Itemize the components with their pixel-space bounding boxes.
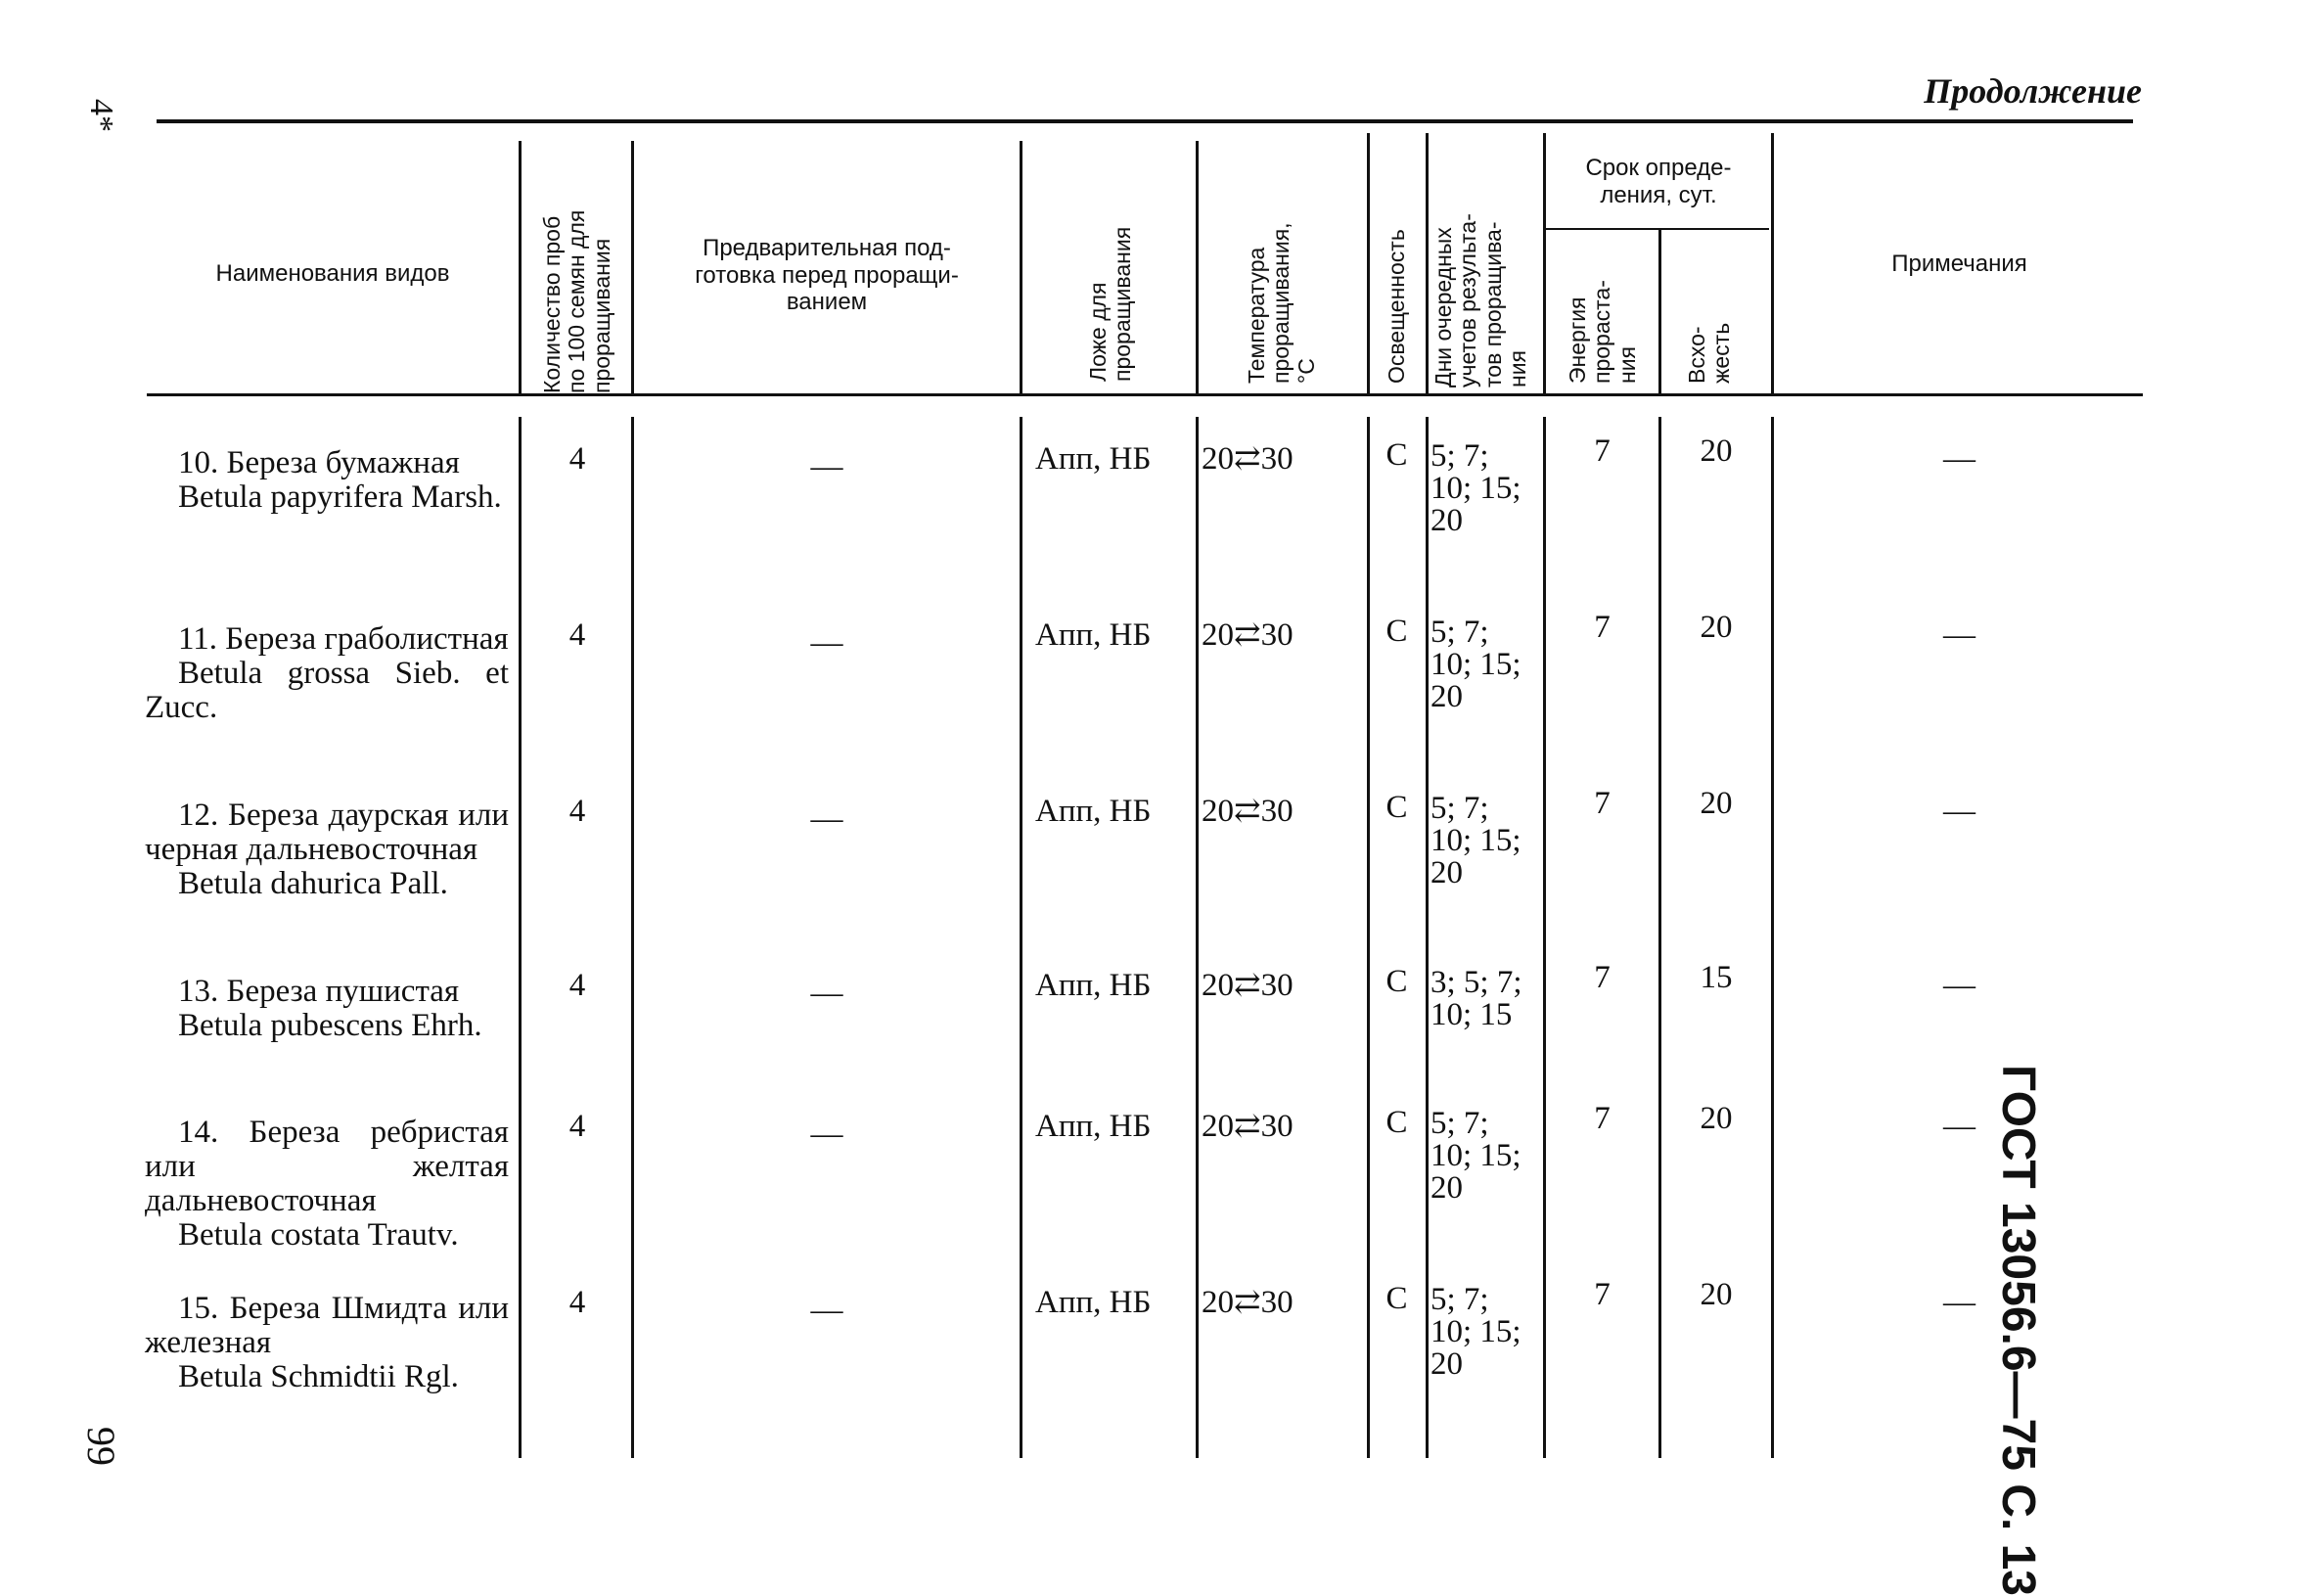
temp-cell: 20⇄30 xyxy=(1202,617,1294,653)
species-name-latin: Betula papyrifera Marsh. xyxy=(178,479,502,515)
temp-cell: 20⇄30 xyxy=(1202,1285,1294,1320)
bed-cell: Апп, НБ xyxy=(1035,1109,1152,1144)
germ-cell: 20 xyxy=(1700,433,1733,469)
light-cell: С xyxy=(1385,1105,1408,1140)
prep-cell: — xyxy=(810,625,843,661)
species-name-latin: Betula dahurica Pall. xyxy=(178,866,448,901)
header-days: Дни очередных учетов результа- тов проращива- ния xyxy=(1430,213,1530,388)
species-name-latin: Betula pubescens Ehrh. xyxy=(178,1008,482,1043)
header-top-rule xyxy=(157,119,2133,123)
species-name-ru: 12. Береза даурская или черная дальневосточная xyxy=(145,798,509,867)
species-name xyxy=(145,622,509,725)
standard-title: ГОСТ 13056.6—75 С. 13 xyxy=(1992,1065,2044,1596)
page-number-bottom: 99 xyxy=(79,1427,123,1466)
header-bottom-rule xyxy=(147,393,2143,396)
species-name xyxy=(145,1292,509,1394)
light-cell: С xyxy=(1385,790,1408,825)
species-name-ru: 13. Береза пушистая xyxy=(178,974,460,1009)
light-cell: С xyxy=(1385,1281,1408,1316)
samples-cell: 4 xyxy=(568,968,586,1003)
header-bed: Ложе для проращивания xyxy=(1085,226,1136,382)
days-cell: 3; 5; 7; 10; 15 xyxy=(1430,965,1522,1032)
days-cell: 5; 7; 10; 15; 20 xyxy=(1430,791,1521,890)
prep-cell: — xyxy=(810,976,843,1011)
species-name-ru: 14. Береза ребристая или желтая дальневосточная xyxy=(145,1115,509,1218)
header-light: Освещенность xyxy=(1384,229,1409,384)
light-cell: С xyxy=(1385,614,1408,649)
germ-cell: 20 xyxy=(1700,610,1733,645)
days-cell: 5; 7; 10; 15; 20 xyxy=(1430,615,1521,714)
germ-cell: 20 xyxy=(1700,786,1733,821)
temp-cell: 20⇄30 xyxy=(1202,968,1294,1003)
light-cell: С xyxy=(1385,437,1408,473)
header-energy: Энергия прораста- ния xyxy=(1565,280,1640,384)
species-name-ru: 15. Береза Шмидта или железная xyxy=(145,1291,509,1360)
prep-cell: — xyxy=(810,1117,843,1152)
energy-cell: 7 xyxy=(1594,786,1611,821)
notes-cell: — xyxy=(1943,617,1975,653)
prep-cell: — xyxy=(810,1293,843,1328)
days-cell: 5; 7; 10; 15; 20 xyxy=(1430,1282,1521,1382)
header-germ: Всхо- жесть xyxy=(1684,322,1735,384)
energy-cell: 7 xyxy=(1594,433,1611,469)
energy-cell: 7 xyxy=(1594,960,1611,995)
bed-cell: Апп, НБ xyxy=(1035,794,1152,829)
header-name: Наименования видов xyxy=(215,260,450,287)
temp-cell: 20⇄30 xyxy=(1202,1109,1294,1144)
samples-cell: 4 xyxy=(568,794,586,829)
species-name-latin: Betula grossa Sieb. et Zucc. xyxy=(145,656,509,725)
header-notes: Примечания xyxy=(1891,251,2027,277)
species-name-latin: Betula costata Trautv. xyxy=(178,1217,459,1253)
species-name xyxy=(145,446,509,515)
continuation-label: Продолжение xyxy=(1924,71,2142,111)
days-cell: 5; 7; 10; 15; 20 xyxy=(1430,438,1521,538)
energy-cell: 7 xyxy=(1594,1277,1611,1312)
species-name xyxy=(145,975,509,1043)
species-name xyxy=(145,798,509,901)
species-name-latin: Betula Schmidtii Rgl. xyxy=(178,1359,459,1394)
species-name xyxy=(145,1116,509,1253)
light-cell: С xyxy=(1385,964,1408,999)
header-samples: Количество проб по 100 семян для проращивания xyxy=(539,209,614,393)
samples-cell: 4 xyxy=(568,1109,586,1144)
header-prep: Предварительная под- готовка перед проращи- ванием xyxy=(695,235,959,316)
prep-cell: — xyxy=(810,801,843,837)
germ-cell: 20 xyxy=(1700,1101,1733,1136)
notes-cell: — xyxy=(1943,794,1975,829)
temp-cell: 20⇄30 xyxy=(1202,441,1294,477)
germ-cell: 20 xyxy=(1700,1277,1733,1312)
days-cell: 5; 7; 10; 15; 20 xyxy=(1430,1106,1521,1206)
term-split-rule xyxy=(1546,228,1769,230)
bed-cell: Апп, НБ xyxy=(1035,1285,1152,1320)
germ-cell: 15 xyxy=(1700,960,1733,995)
species-name-ru: 10. Береза бумажная xyxy=(178,445,460,480)
samples-cell: 4 xyxy=(568,617,586,653)
notes-cell: — xyxy=(1943,1285,1975,1320)
header-temp: Температура проращивания, °С xyxy=(1244,222,1319,384)
page-number-top: 4* xyxy=(83,99,119,132)
bed-cell: Апп, НБ xyxy=(1035,968,1152,1003)
temp-cell: 20⇄30 xyxy=(1202,794,1294,829)
notes-cell: — xyxy=(1943,968,1975,1003)
samples-cell: 4 xyxy=(568,441,586,477)
energy-cell: 7 xyxy=(1594,1101,1611,1136)
notes-cell: — xyxy=(1943,441,1975,477)
species-name-ru: 11. Береза граболистная xyxy=(178,621,509,657)
bed-cell: Апп, НБ xyxy=(1035,617,1152,653)
notes-cell: — xyxy=(1943,1109,1975,1144)
samples-cell: 4 xyxy=(568,1285,586,1320)
energy-cell: 7 xyxy=(1594,610,1611,645)
prep-cell: — xyxy=(810,449,843,484)
bed-cell: Апп, НБ xyxy=(1035,441,1152,477)
header-term: Срок опреде- ления, сут. xyxy=(1585,155,1732,208)
